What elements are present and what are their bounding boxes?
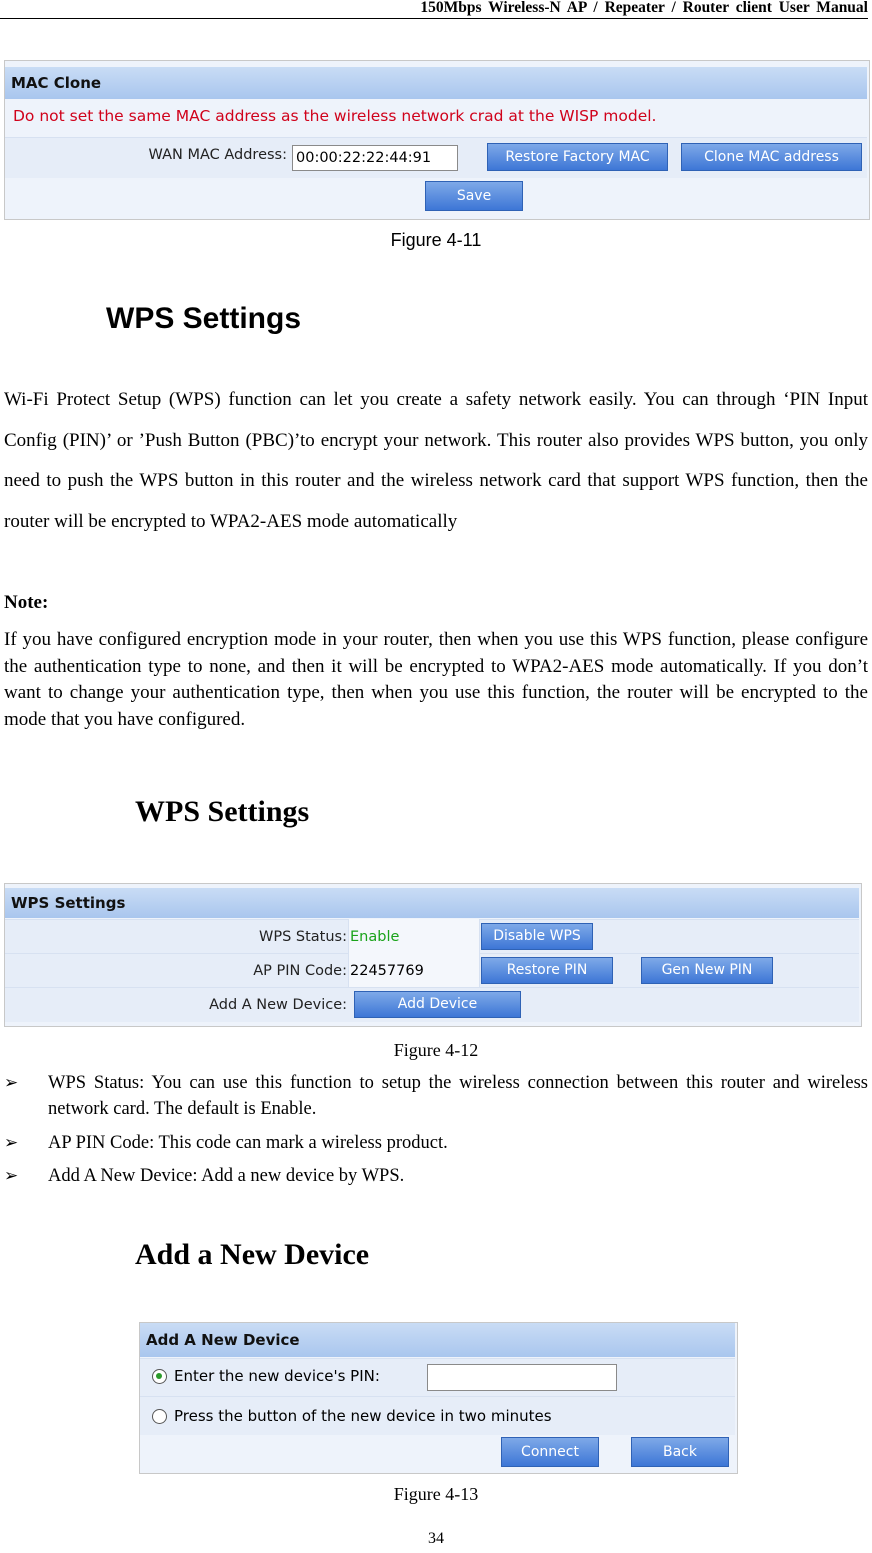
add-device-button[interactable]: Add Device xyxy=(354,991,521,1018)
mac-clone-panel xyxy=(4,60,870,220)
page-number: 34 xyxy=(428,1530,444,1547)
pin-radio[interactable] xyxy=(152,1369,167,1384)
bullet-add-device: Add A New Device: Add a new device by WPS. xyxy=(48,1166,405,1186)
restore-pin-button[interactable]: Restore PIN xyxy=(481,957,613,984)
pin-option-label: Enter the new device's PIN: xyxy=(174,1367,380,1385)
ap-pin-value: 22457769 xyxy=(350,963,424,979)
gen-new-pin-button[interactable]: Gen New PIN xyxy=(641,957,773,984)
note-paragraph: If you have configured encryption mode in your router, then when you use this WPS function, please configure the authentication type to none, and then it will be encrypted to WPA2-AES mode automatically. If you don’t want to change your authentication type, then when you use this function, the router will be encrypted to the mode that you have configured. xyxy=(4,629,868,730)
wps-intro-paragraph: Wi-Fi Protect Setup (WPS) function can let you create a safety network easily. You can through ‘PIN Input Config (PIN)’ or ’Push Button (PBC)’to encrypt your network. This router also provides WPS button, you only need to push the WPS button in this router and the wireless network card that support WPS function, then the router will be encrypted to WPA2-AES mode automatically xyxy=(4,389,868,532)
wan-mac-label: WAN MAC Address: xyxy=(148,147,287,163)
add-device-panel xyxy=(139,1322,738,1474)
figure-4-11-caption: Figure 4-11 xyxy=(390,230,482,250)
disable-wps-button[interactable]: Disable WPS xyxy=(481,923,593,950)
device-pin-input[interactable] xyxy=(427,1364,617,1391)
list-item xyxy=(4,1130,868,1163)
add-device-title: Add A New Device xyxy=(140,1323,735,1357)
bullet-ap-pin: AP PIN Code: This code can mark a wireless product. xyxy=(48,1133,448,1153)
pbc-option-label: Press the button of the new device in two minutes xyxy=(174,1407,552,1425)
wan-mac-input[interactable] xyxy=(292,145,458,171)
clone-mac-address-button[interactable]: Clone MAC address xyxy=(681,143,862,171)
section-heading-wps-settings: WPS Settings xyxy=(106,302,302,335)
bullet-wps-status: WPS Status: You can use this function to setup the wireless connection between this router and wireless network card. The default is Enable. xyxy=(48,1073,868,1119)
back-button[interactable]: Back xyxy=(631,1437,729,1467)
mac-clone-title: MAC Clone xyxy=(5,67,867,99)
wps-status-label: WPS Status: xyxy=(259,929,347,945)
arrow-bullet-icon: ➢ xyxy=(4,1133,19,1152)
note-label: Note: xyxy=(4,592,49,613)
arrow-bullet-icon: ➢ xyxy=(4,1073,19,1092)
connect-button[interactable]: Connect xyxy=(501,1437,599,1467)
subsection-heading-add-device: Add a New Device xyxy=(135,1238,370,1271)
pbc-radio[interactable] xyxy=(152,1409,167,1424)
restore-factory-mac-button[interactable]: Restore Factory MAC xyxy=(487,143,668,171)
wps-settings-panel xyxy=(4,883,862,1027)
list-item xyxy=(4,1070,868,1130)
list-item xyxy=(4,1163,868,1193)
figure-4-13-caption: Figure 4-13 xyxy=(393,1484,479,1504)
arrow-bullet-icon: ➢ xyxy=(4,1166,19,1185)
subsection-heading-wps-settings: WPS Settings xyxy=(135,795,310,828)
wps-settings-title: WPS Settings xyxy=(5,888,859,918)
mac-clone-warning: Do not set the same MAC address as the wireless network crad at the WISP model. xyxy=(13,107,657,125)
ap-pin-label: AP PIN Code: xyxy=(253,963,347,979)
add-new-device-label: Add A New Device: xyxy=(209,997,347,1013)
wps-status-value: Enable xyxy=(350,929,400,945)
bullet-list xyxy=(4,1070,868,1193)
figure-4-12-caption: Figure 4-12 xyxy=(393,1040,479,1060)
page-header: 150Mbps Wireless-N AP / Repeater / Router client User Manual xyxy=(0,0,868,19)
save-button[interactable]: Save xyxy=(425,181,523,211)
